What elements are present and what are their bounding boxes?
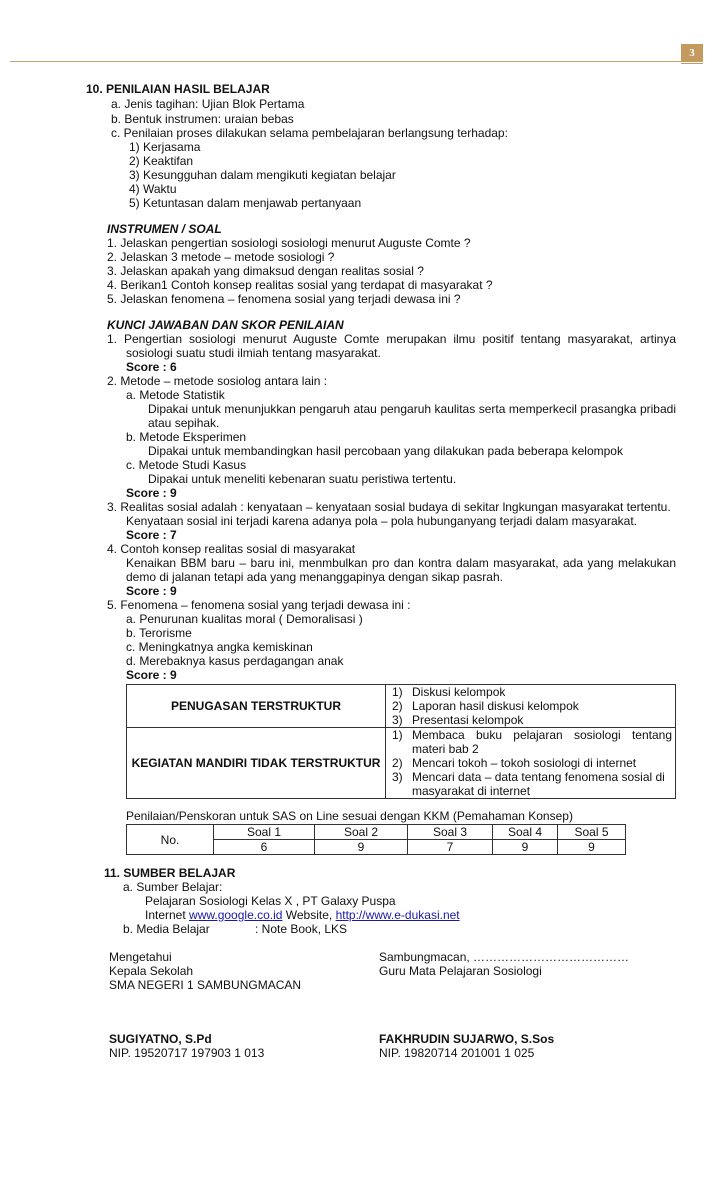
item-b: b. Bentuk instrumen: uraian bebas [111,112,294,126]
section-11-title: 11. SUMBER BELAJAR [104,866,236,880]
list-item: 1) Membaca buku pelajaran sosiologi tentang materi bab 2 [392,728,672,756]
list-item: a. Penurunan kualitas moral ( Demoralisasi ) [126,612,363,626]
media-value: : Note Book, LKS [255,922,348,936]
answer-3-line2: Kenyataan sosial ini terjadi karena adanya pola – pola hubunganyang terjadi dalam masyarakat. [126,514,638,528]
table-cell: 9 [558,840,626,855]
question-item: 3. Jelaskan apakah yang dimaksud dengan realitas sosial ? [107,264,424,278]
answer-4-score: Score : 9 [126,584,177,598]
table-cell: 9 [493,840,558,855]
list-item: 1) Diskusi kelompok [392,685,506,699]
sign-left-name: SUGIYATNO, S.Pd [109,1032,212,1046]
kunci-title: KUNCI JAWABAN DAN SKOR PENILAIAN [107,318,344,332]
answer-3-line1: 3. Realitas sosial adalah : kenyataan – kenyataan sosial budaya di sekitar lngkungan masyarakat tertentu. [107,500,671,514]
table-cell: 7 [408,840,493,855]
sign-right-1: Sambungmacan, ………………………………… [379,950,630,964]
question-item: 1. Jelaskan pengertian sosiologi sosiologi menurut Auguste Comte ? [107,236,471,250]
answer-2a-line2: atau sepihak. [148,416,220,430]
list-item: 3) Presentasi kelompok [392,713,524,727]
question-item: 4. Berikan1 Contoh konsep realitas sosial yang terdapat di masyarakat ? [107,278,493,292]
answer-2c: c. Metode Studi Kasus [126,458,247,472]
answer-2a-line1: Dipakai untuk menunjukkan pengaruh atau pengaruh kaulitas serta memperkecil prasangka pribadi [148,402,676,416]
table-row [127,685,676,728]
answer-2c-desc: Dipakai untuk meneliti kebenaran suatu peristiwa tertentu. [148,472,457,486]
instrumen-title: INSTRUMEN / SOAL [107,222,222,236]
source-internet: Internet www.google.co.id Website, http://www.e-dukasi.net [145,908,460,922]
header-rule [10,61,681,62]
table-header: Soal 1 [214,825,315,840]
answer-3-score: Score : 7 [126,528,177,542]
no-label: No. [127,825,214,855]
score-table [126,824,626,855]
item-a: a. Jenis tagihan: Ujian Blok Pertama [111,97,305,111]
question-item: 5. Jelaskan fenomena – fenomena sosial yang terjadi dewasa ini ? [107,292,461,306]
list-item: 2) Mencari tokoh – tokoh sosiologi di internet [392,756,637,770]
media-label: b. Media Belajar [123,922,210,936]
list-item: c. Meningkatnya angka kemiskinan [126,640,313,654]
table-header: Soal 3 [408,825,493,840]
table-cell: 9 [315,840,408,855]
assignment-items [386,685,676,728]
google-link[interactable]: www.google.co.id [189,908,283,922]
sign-right-nip: NIP. 19820714 201001 1 025 [379,1046,535,1060]
list-item: 2) Laporan hasil diskusi kelompok [392,699,579,713]
table-row [127,728,676,799]
page-number: 3 [681,44,703,62]
table-header: Soal 5 [558,825,626,840]
table-header: Soal 4 [493,825,558,840]
answer-2-intro: 2. Metode – metode sosiolog antara lain : [107,374,328,388]
answer-2a: a. Metode Statistik [126,388,225,402]
answer-2b-desc: Dipakai untuk membandingkan hasil percobaan yang dilakukan pada beberapa kelompok [148,444,623,458]
sign-left-3: SMA NEGERI 1 SAMBUNGMACAN [109,978,302,992]
assignment-head: KEGIATAN MANDIRI TIDAK TERSTRUKTUR [127,728,386,799]
item-a: a. Sumber Belajar: [123,880,223,894]
answer-2b: b. Metode Eksperimen [126,430,247,444]
answer-2-score: Score : 9 [126,486,177,500]
table-row [127,825,626,840]
answer-5-intro: 5. Fenomena – fenomena sosial yang terjadi dewasa ini : [107,598,411,612]
list-item: 1) Kerjasama [129,140,201,154]
answer-1-score: Score : 6 [126,360,177,374]
sign-left-1: Mengetahui [109,950,172,964]
answer-5-score: Score : 9 [126,668,177,682]
list-item: 3) Kesungguhan dalam mengikuti kegiatan belajar [129,168,396,182]
assignment-table [126,684,676,799]
answer-4-intro: 4. Contoh konsep realitas sosial di masyarakat [107,542,356,556]
list-item: 5) Ketuntasan dalam menjawab pertanyaan [129,196,362,210]
list-item: 3) Mencari data – data tentang fenomena sosial di masyarakat di internet [392,770,665,798]
source-book: Pelajaran Sosiologi Kelas X , PT Galaxy Puspa [145,894,396,908]
sign-right-name: FAKHRUDIN SUJARWO, S.Sos [379,1032,555,1046]
table-cell: 6 [214,840,315,855]
assignment-items [386,728,676,799]
page-header [0,44,728,64]
sign-right-2: Guru Mata Pelajaran Sosiologi [379,964,542,978]
sas-caption: Penilaian/Penskoran untuk SAS on Line sesuai dengan KKM (Pemahaman Konsep) [126,809,573,823]
answer-1-line2: sosiologi suatu studi ilmiah tentang masyarakat. [126,346,381,360]
item-c: c. Penilaian proses dilakukan selama pembelajaran berlangsung terhadap: [111,126,508,140]
answer-4-line2: demo di jalanan tetapi ada yang menanggapinya dengan sikap pasrah. [126,570,503,584]
list-item: 4) Waktu [129,182,177,196]
sign-left-nip: NIP. 19520717 197903 1 013 [109,1046,265,1060]
edukasi-link[interactable]: http://www.e-dukasi.net [335,908,460,922]
answer-1-line1: 1. Pengertian sosiologi menurut Auguste Comte merupakan ilmu positif tentang masyarakat, artinya [107,332,676,346]
answer-4-line1: Kenaikan BBM baru – baru ini, menmbulkan pro dan kontra dalam masyarakat, ada yang melakukan [126,556,676,570]
list-item: d. Merebaknya kasus perdagangan anak [126,654,344,668]
assignment-head: PENUGASAN TERSTRUKTUR [127,685,386,728]
table-header: Soal 2 [315,825,408,840]
question-item: 2. Jelaskan 3 metode – metode sosiologi ? [107,250,335,264]
list-item: 2) Keaktifan [129,154,194,168]
sign-left-2: Kepala Sekolah [109,964,194,978]
list-item: b. Terorisme [126,626,192,640]
section-10-title: 10. PENILAIAN HASIL BELAJAR [86,82,270,96]
